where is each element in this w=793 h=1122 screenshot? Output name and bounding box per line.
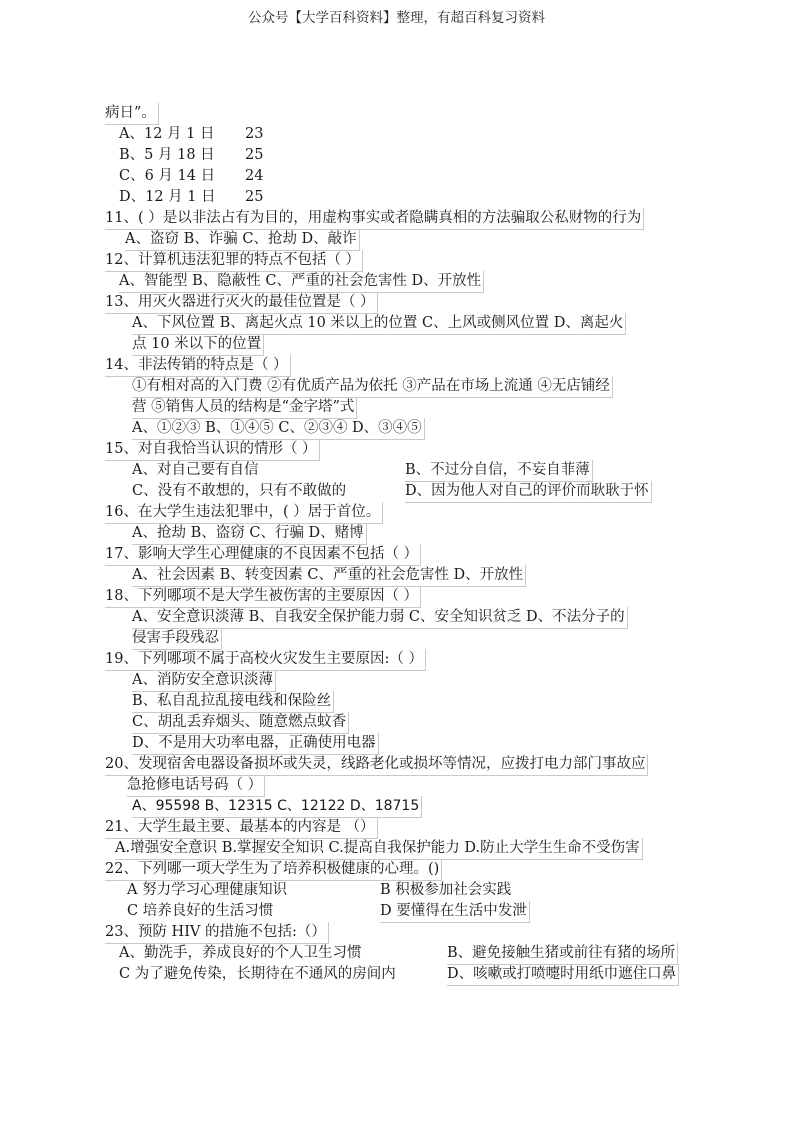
text-span: 25 [245,147,264,163]
q22-options-row2 [105,901,705,922]
text-span: C、没有不敢想的，只有不敢做的 [132,483,347,499]
text-span: 24 [245,168,264,184]
q22-options-row1 [105,880,705,901]
text-span: C、胡乱丢弃烟头、随意燃点蚊香 [132,712,349,734]
q18-options-line1 [105,607,705,628]
q12-options [105,271,705,292]
q18-stem [105,586,705,607]
text-span: 23、预防 HIV 的措施不包括:（） [105,922,329,944]
text-span: A、消防安全意识淡薄 [132,670,276,692]
text-span: A、安全意识淡薄 B、自我安全保护能力弱 C、安全知识贫乏 D、不法分子的 [132,607,628,629]
q10-option-a [105,124,705,145]
q15-options-row1 [105,460,705,481]
q15-stem [105,439,705,460]
text-span: B、不过分自信，不妄自菲薄 [405,460,593,482]
text-span: A、下风位置 B、离起火点 10 米以上的位置 C、上风或侧风位置 D、离起火 [132,313,626,335]
q21-stem [105,817,705,838]
text-span: 19、下列哪项不属于高校火灾发生主要原因:（ ） [105,649,426,671]
q23-stem [105,922,705,943]
q14-features-line2 [105,397,705,418]
text-span: 病日”。 [105,103,159,125]
q14-features-line1 [105,376,705,397]
text-span: D 要懂得在生活中发泄 [380,901,530,923]
text-span: 25 [245,189,264,205]
q22-stem [105,859,705,880]
text-span: 20、发现宿舍电器设备损坏或失灵，线路老化或损坏等情况，应拨打电力部门事故应 [105,754,648,776]
q13-options-line2 [105,334,705,355]
text-span: A、社会因素 B、转变因素 C、严重的社会危害性 D、开放性 [132,565,526,587]
text-span: 22、下列哪一项大学生为了培养积极健康的心理。() [105,859,442,881]
text-span: 点 10 米以下的位置 [132,334,264,356]
text-span: A、12 月 1 日 [119,126,215,142]
q12-stem [105,250,705,271]
text-span: 21、大学生最主要、最基本的内容是 （） [105,817,378,839]
text-span: B、5 月 18 日 [119,147,215,163]
q10-option-b [105,145,705,166]
q19-stem [105,649,705,670]
q13-options-line1 [105,313,705,334]
text-span: 23 [245,126,264,142]
text-span: B 积极参加社会实践 [380,882,512,898]
page-header: 公众号【大学百科资料】整理，有超百科复习资料 [248,10,545,26]
q17-stem [105,544,705,565]
text-span: A、盗窃 B、诈骗 C、抢劫 D、敲诈 [125,229,360,251]
q14-stem [105,355,705,376]
text-span: A.增强安全意识 B.掌握安全知识 C.提高自我保护能力 D.防止大学生生命不受伤害 [115,838,643,860]
text-span: C、6 月 14 日 [119,168,216,184]
text-span: A、①②③ B、①④⑤ C、②③④ D、③④⑤ [132,418,425,440]
q11-stem [105,208,705,229]
text-span: B、避免接触生猪或前往有猪的场所 [447,943,678,965]
text-span: A、勤洗手，养成良好的个人卫生习惯 [119,945,362,961]
text-span: 12、计算机违法犯罪的特点不包括（ ） [105,250,363,272]
q20-options [105,796,705,817]
text-span: A、对自己要有自信 [132,462,259,478]
q18-options-line2 [105,628,705,649]
text-span: ①有相对高的入门费 ②有优质产品为依托 ③产品在市场上流通 ④无店铺经 [132,376,613,398]
text-span: D、12 月 1 日 [119,189,216,205]
text-span: C 培养良好的生活习惯 [127,903,274,919]
text-span: 16、在大学生违法犯罪中，( ）居于首位。 [105,502,383,524]
q16-stem [105,502,705,523]
q11-options [105,229,705,250]
q16-options [105,523,705,544]
q17-options [105,565,705,586]
q19-option-c [105,712,705,733]
text-span: D、因为他人对自己的评价而耿耿于怀 [405,481,652,503]
text-span: 11、( ）是以非法占有为目的，用虚构事实或者隐瞒真相的方法骗取公私财物的行为 [105,208,644,230]
text-span: A、95598 B、12315 C、12122 D、18715 [132,796,422,818]
q19-option-a [105,670,705,691]
text-span: A 努力学习心理健康知识 [127,882,288,898]
text-span: 急抢修电话号码（ ） [127,775,265,797]
q19-option-b [105,691,705,712]
q10-option-d [105,187,705,208]
text-span: 侵害手段残忍 [132,628,222,650]
q19-option-d [105,733,705,754]
text-span: 18、下列哪项不是大学生被伤害的主要原因（ ） [105,586,421,608]
q14-options [105,418,705,439]
q15-options-row2 [105,481,705,502]
text-span: A、智能型 B、隐蔽性 C、严重的社会危害性 D、开放性 [119,271,484,293]
text-span: 14、非法传销的特点是（ ） [105,355,291,377]
q23-options-row1 [105,943,705,964]
text-span: 营 ⑤销售人员的结构是“金字塔”式 [132,397,357,419]
q10-option-c [105,166,705,187]
q20-stem [105,754,705,775]
q23-options-row2 [105,964,705,985]
text-span: 17、影响大学生心理健康的不良因素不包括（ ） [105,544,421,566]
text-span: C 为了避免传染，长期待在不通风的房间内 [119,966,396,982]
text-span: 15、对自我恰当认识的情形（ ） [105,439,320,461]
text-span: 13、用灭火器进行灭火的最佳位置是（ ） [105,292,378,314]
q20-stem-line2 [105,775,705,796]
q10-tail [105,103,705,124]
q13-stem [105,292,705,313]
q21-options [105,838,705,859]
text-span: A、抢劫 B、盗窃 C、行骗 D、赌博 [132,523,367,545]
document-body [105,103,705,985]
text-span: B、私自乱拉乱接电线和保险丝 [132,691,334,713]
text-span: D、不是用大功率电器，正确使用电器 [132,733,379,755]
text-span: D、咳嗽或打喷嚏时用纸巾遮住口鼻 [447,964,679,986]
